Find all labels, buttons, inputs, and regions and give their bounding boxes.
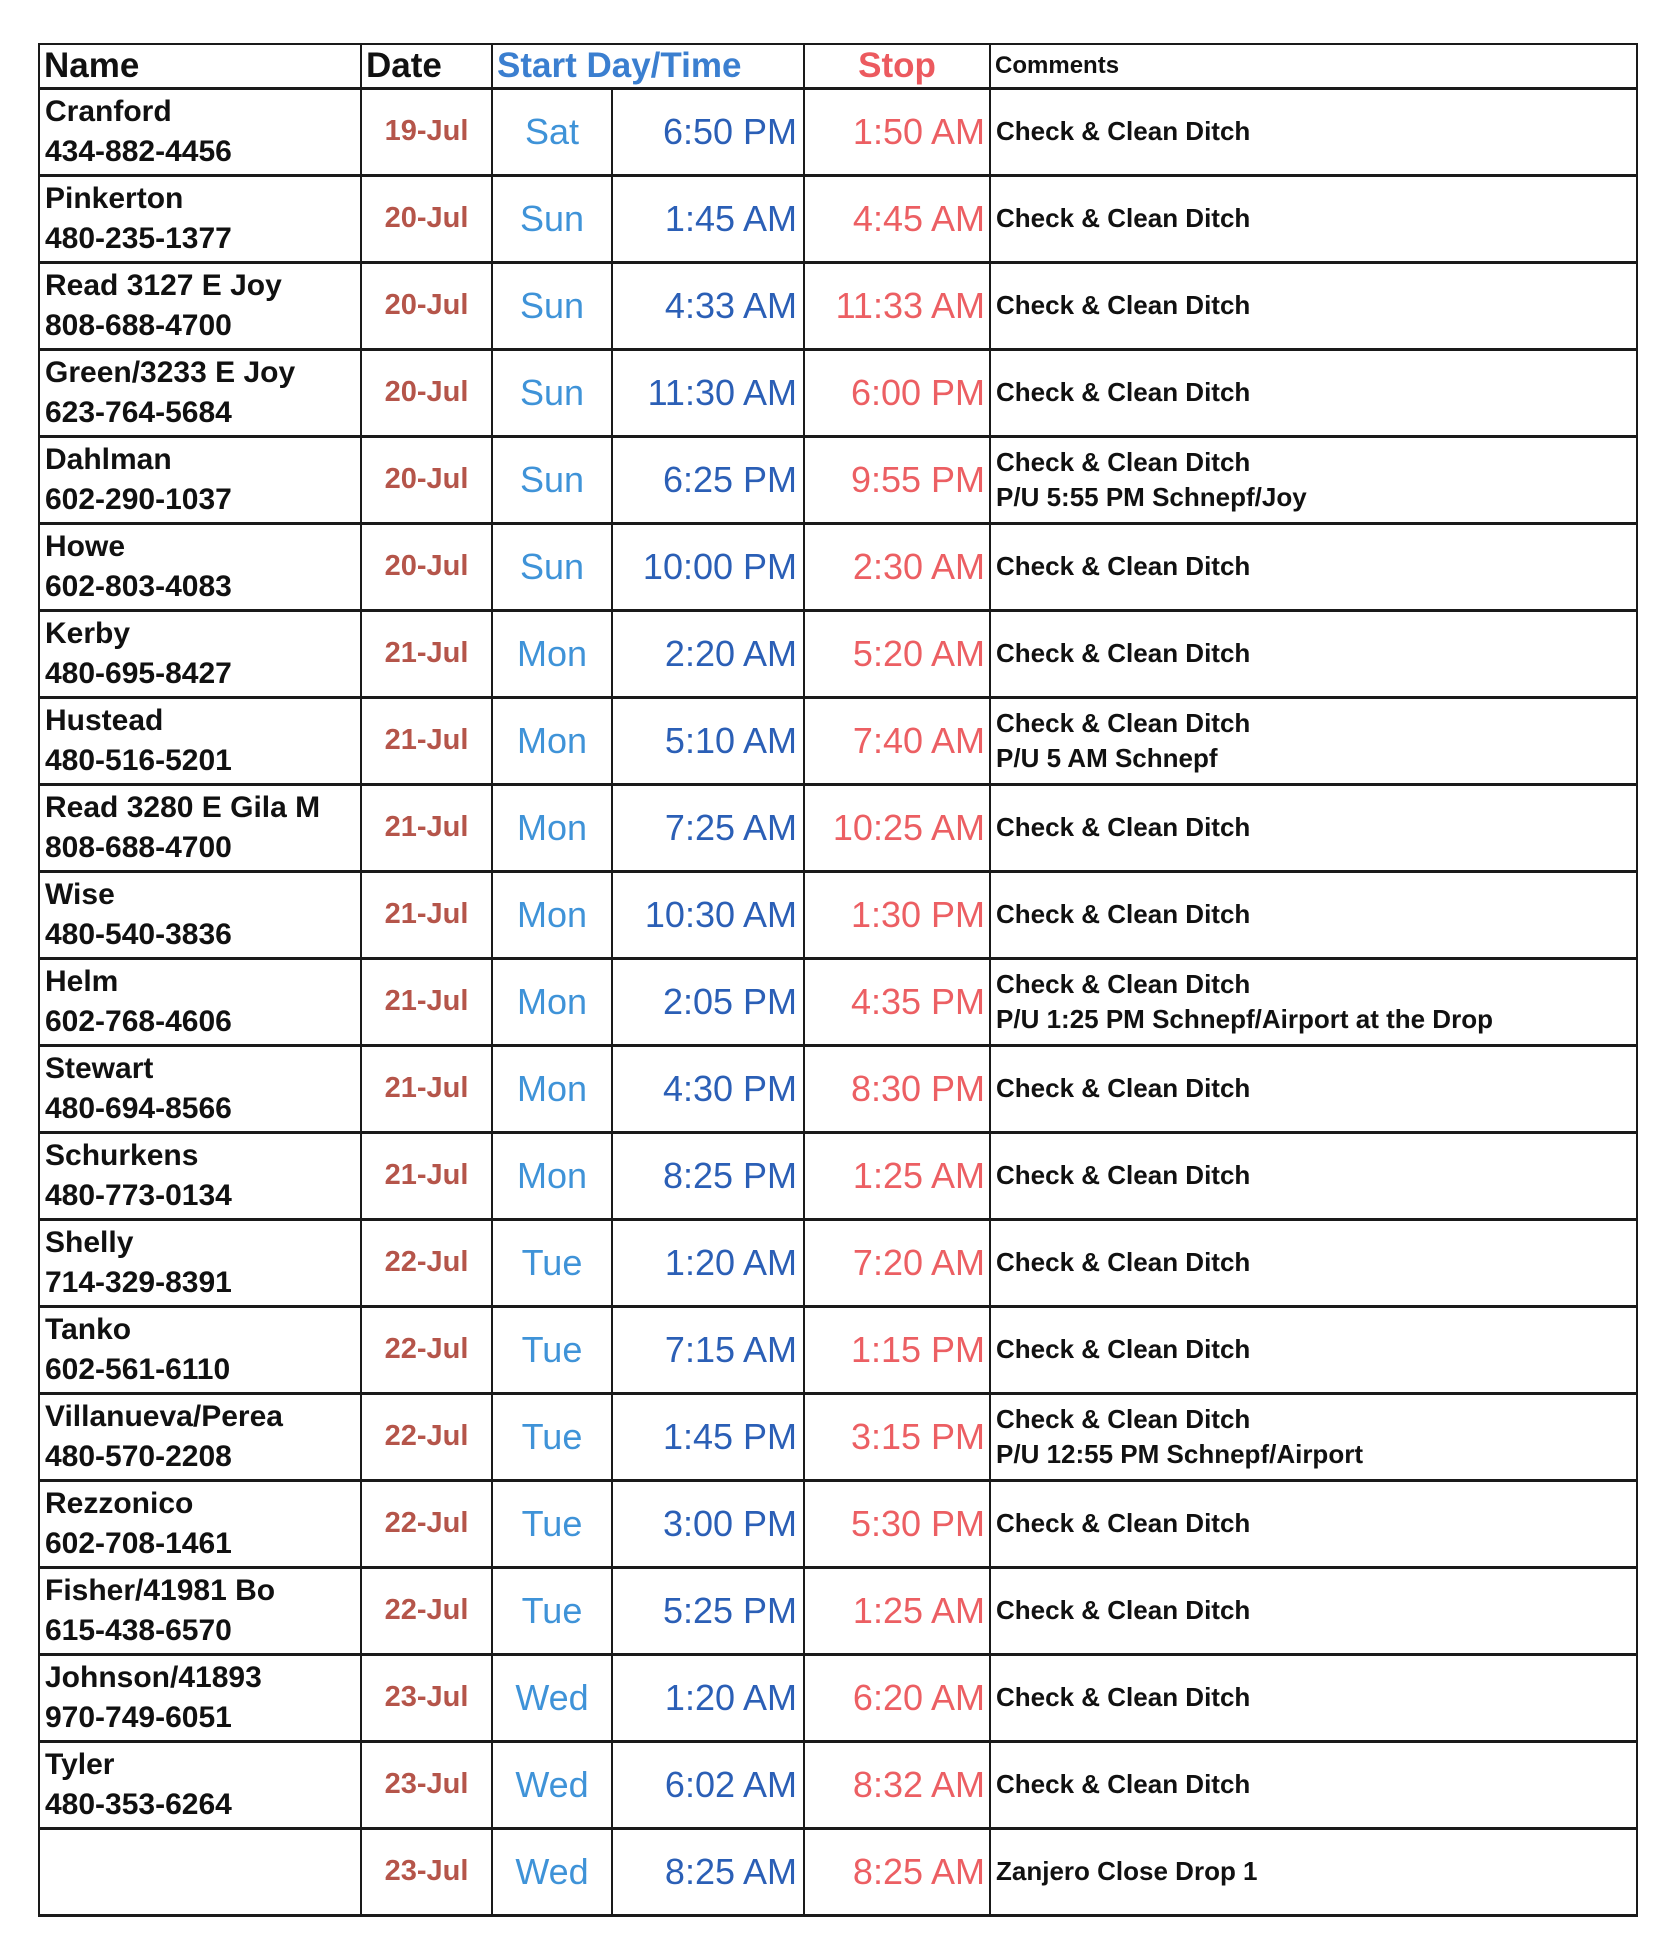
start-day-cell: Tue	[492, 1306, 612, 1393]
start-day-cell: Mon	[492, 871, 612, 958]
name-cell	[39, 1306, 361, 1393]
comments-cell	[990, 1219, 1637, 1306]
comments-cell	[990, 1045, 1637, 1132]
comment-line: Check & Clean Ditch	[996, 377, 1251, 407]
start-day-cell: Sun	[492, 349, 612, 436]
date-cell: 22-Jul	[361, 1393, 492, 1480]
person-name: Green/3233 E Joy	[45, 355, 296, 389]
header-start-day-time: Start Day/Time	[492, 44, 804, 88]
name-cell	[39, 1741, 361, 1828]
phone-number: 480-695-8427	[45, 656, 232, 690]
comments-cell	[990, 871, 1637, 958]
comment-line: Check & Clean Ditch	[996, 638, 1251, 668]
stop-time-cell: 7:20 AM	[804, 1219, 990, 1306]
comments-cell	[990, 958, 1637, 1045]
start-time-cell: 7:15 AM	[612, 1306, 804, 1393]
comments-cell	[990, 88, 1637, 175]
stop-time-cell: 9:55 PM	[804, 436, 990, 523]
stop-time-cell: 4:45 AM	[804, 175, 990, 262]
name-cell	[39, 610, 361, 697]
comment-line: Check & Clean Ditch	[996, 203, 1251, 233]
start-time-cell: 10:00 PM	[612, 523, 804, 610]
phone-number: 602-290-1037	[45, 482, 232, 516]
header-date: Date	[361, 44, 492, 88]
comments-cell	[990, 1741, 1637, 1828]
phone-number: 480-773-0134	[45, 1178, 232, 1212]
start-day-cell: Sun	[492, 175, 612, 262]
person-name: Rezzonico	[45, 1486, 194, 1520]
table-row	[39, 88, 1637, 175]
date-cell: 22-Jul	[361, 1567, 492, 1654]
person-name: Schurkens	[45, 1138, 199, 1172]
start-time-cell: 8:25 AM	[612, 1828, 804, 1915]
stop-time-cell: 4:35 PM	[804, 958, 990, 1045]
comment-line: Check & Clean Ditch	[996, 1403, 1251, 1434]
header-comments: Comments	[990, 44, 1637, 88]
name-cell	[39, 1393, 361, 1480]
start-time-cell: 4:30 PM	[612, 1045, 804, 1132]
start-day-cell: Tue	[492, 1480, 612, 1567]
table-row	[39, 1828, 1637, 1915]
date-cell: 21-Jul	[361, 871, 492, 958]
name-cell	[39, 523, 361, 610]
name-cell	[39, 1219, 361, 1306]
date-cell: 21-Jul	[361, 610, 492, 697]
name-cell	[39, 175, 361, 262]
name-cell	[39, 436, 361, 523]
comments-cell	[990, 1567, 1637, 1654]
stop-time-cell: 3:15 PM	[804, 1393, 990, 1480]
date-cell: 21-Jul	[361, 784, 492, 871]
phone-number: 714-329-8391	[45, 1265, 232, 1299]
start-time-cell: 1:45 PM	[612, 1393, 804, 1480]
table-row	[39, 1393, 1637, 1480]
name-cell	[39, 784, 361, 871]
name-cell	[39, 349, 361, 436]
start-time-cell: 5:25 PM	[612, 1567, 804, 1654]
stop-time-cell: 1:25 AM	[804, 1567, 990, 1654]
date-cell: 20-Jul	[361, 175, 492, 262]
comments-cell	[990, 436, 1637, 523]
comment-line: Check & Clean Ditch	[996, 812, 1251, 842]
person-name: Tyler	[45, 1747, 115, 1781]
phone-number: 480-540-3836	[45, 917, 232, 951]
comment-line: P/U 1:25 PM Schnepf/Airport at the Drop	[996, 1003, 1493, 1034]
phone-number: 480-694-8566	[45, 1091, 232, 1125]
phone-number: 623-764-5684	[45, 395, 232, 429]
comment-line: Zanjero Close Drop 1	[996, 1856, 1258, 1886]
date-cell: 20-Jul	[361, 349, 492, 436]
comment-line: Check & Clean Ditch	[996, 899, 1251, 929]
comment-line: Check & Clean Ditch	[996, 1682, 1251, 1712]
irrigation-schedule-table	[38, 43, 1638, 1917]
comment-line: P/U 12:55 PM Schnepf/Airport	[996, 1438, 1363, 1469]
table-row	[39, 175, 1637, 262]
start-time-cell: 11:30 AM	[612, 349, 804, 436]
name-cell	[39, 871, 361, 958]
date-cell: 23-Jul	[361, 1741, 492, 1828]
table-row	[39, 1567, 1637, 1654]
person-name: Shelly	[45, 1225, 134, 1259]
date-cell: 21-Jul	[361, 1132, 492, 1219]
comments-cell	[990, 697, 1637, 784]
comment-line: Check & Clean Ditch	[996, 116, 1251, 146]
table-row	[39, 1654, 1637, 1741]
table-row	[39, 871, 1637, 958]
stop-time-cell: 2:30 AM	[804, 523, 990, 610]
person-name: Helm	[45, 964, 119, 998]
stop-time-cell: 6:20 AM	[804, 1654, 990, 1741]
start-day-cell: Mon	[492, 697, 612, 784]
start-time-cell: 2:05 PM	[612, 958, 804, 1045]
date-cell: 20-Jul	[361, 523, 492, 610]
person-name: Pinkerton	[45, 181, 184, 215]
comment-line: Check & Clean Ditch	[996, 446, 1251, 477]
comments-cell	[990, 784, 1637, 871]
start-time-cell: 3:00 PM	[612, 1480, 804, 1567]
person-name: Johnson/41893	[45, 1660, 262, 1694]
start-time-cell: 1:45 AM	[612, 175, 804, 262]
phone-number: 480-570-2208	[45, 1439, 232, 1473]
stop-time-cell: 7:40 AM	[804, 697, 990, 784]
date-cell: 22-Jul	[361, 1306, 492, 1393]
phone-number: 480-235-1377	[45, 221, 232, 255]
header-row	[39, 44, 1637, 88]
date-cell: 21-Jul	[361, 958, 492, 1045]
start-day-cell: Mon	[492, 610, 612, 697]
stop-time-cell: 6:00 PM	[804, 349, 990, 436]
stop-time-cell: 8:30 PM	[804, 1045, 990, 1132]
start-day-cell: Tue	[492, 1567, 612, 1654]
comments-cell	[990, 523, 1637, 610]
start-time-cell: 6:50 PM	[612, 88, 804, 175]
comment-line: Check & Clean Ditch	[996, 1073, 1251, 1103]
start-time-cell: 10:30 AM	[612, 871, 804, 958]
start-day-cell: Sun	[492, 436, 612, 523]
stop-time-cell: 8:32 AM	[804, 1741, 990, 1828]
comments-cell	[990, 1828, 1637, 1915]
person-name: Dahlman	[45, 442, 172, 476]
comments-cell	[990, 1393, 1637, 1480]
start-day-cell: Wed	[492, 1654, 612, 1741]
person-name: Wise	[45, 877, 115, 911]
person-name: Stewart	[45, 1051, 154, 1085]
table-row	[39, 697, 1637, 784]
phone-number: 808-688-4700	[45, 830, 232, 864]
person-name: Read 3280 E Gila M	[45, 790, 321, 824]
date-cell: 23-Jul	[361, 1828, 492, 1915]
date-cell: 20-Jul	[361, 262, 492, 349]
comment-line: Check & Clean Ditch	[996, 551, 1251, 581]
date-cell: 22-Jul	[361, 1219, 492, 1306]
name-cell	[39, 958, 361, 1045]
phone-number: 602-708-1461	[45, 1526, 232, 1560]
name-cell	[39, 88, 361, 175]
person-name: Villanueva/Perea	[45, 1399, 283, 1433]
start-day-cell: Mon	[492, 1132, 612, 1219]
comment-line: Check & Clean Ditch	[996, 1595, 1251, 1625]
start-time-cell: 2:20 AM	[612, 610, 804, 697]
phone-number: 434-882-4456	[45, 134, 232, 168]
comment-line: Check & Clean Ditch	[996, 1247, 1251, 1277]
person-name: Howe	[45, 529, 126, 563]
person-name: Fisher/41981 Bo	[45, 1573, 276, 1607]
comments-cell	[990, 175, 1637, 262]
comment-line: P/U 5:55 PM Schnepf/Joy	[996, 481, 1307, 512]
start-time-cell: 5:10 AM	[612, 697, 804, 784]
start-time-cell: 6:25 PM	[612, 436, 804, 523]
phone-number: 602-768-4606	[45, 1004, 232, 1038]
start-day-cell: Wed	[492, 1741, 612, 1828]
comments-cell	[990, 610, 1637, 697]
table-row	[39, 349, 1637, 436]
person-name: Hustead	[45, 703, 164, 737]
start-day-cell: Sun	[492, 523, 612, 610]
comment-line: Check & Clean Ditch	[996, 968, 1251, 999]
table-row	[39, 1045, 1637, 1132]
phone-number: 480-353-6264	[45, 1787, 232, 1821]
person-name: Tanko	[45, 1312, 132, 1346]
stop-time-cell: 11:33 AM	[804, 262, 990, 349]
table-row	[39, 1741, 1637, 1828]
person-name: Cranford	[45, 94, 172, 128]
comments-cell	[990, 1654, 1637, 1741]
start-time-cell: 8:25 PM	[612, 1132, 804, 1219]
phone-number: 970-749-6051	[45, 1700, 232, 1734]
comment-line: Check & Clean Ditch	[996, 290, 1251, 320]
start-time-cell: 4:33 AM	[612, 262, 804, 349]
name-cell	[39, 697, 361, 784]
start-time-cell: 1:20 AM	[612, 1219, 804, 1306]
table-row	[39, 1306, 1637, 1393]
comment-line: Check & Clean Ditch	[996, 707, 1251, 738]
table-row	[39, 1480, 1637, 1567]
date-cell: 19-Jul	[361, 88, 492, 175]
comments-cell	[990, 1480, 1637, 1567]
name-cell	[39, 262, 361, 349]
comment-line: Check & Clean Ditch	[996, 1334, 1251, 1364]
stop-time-cell: 5:30 PM	[804, 1480, 990, 1567]
name-cell	[39, 1045, 361, 1132]
table-row	[39, 610, 1637, 697]
date-cell: 21-Jul	[361, 1045, 492, 1132]
stop-time-cell: 10:25 AM	[804, 784, 990, 871]
comments-cell	[990, 262, 1637, 349]
date-cell: 23-Jul	[361, 1654, 492, 1741]
start-day-cell: Sun	[492, 262, 612, 349]
table-row	[39, 436, 1637, 523]
table-row	[39, 523, 1637, 610]
phone-number: 808-688-4700	[45, 308, 232, 342]
stop-time-cell: 1:50 AM	[804, 88, 990, 175]
start-day-cell: Tue	[492, 1393, 612, 1480]
phone-number: 615-438-6570	[45, 1613, 232, 1647]
name-cell	[39, 1654, 361, 1741]
table-row	[39, 958, 1637, 1045]
name-cell	[39, 1567, 361, 1654]
stop-time-cell: 5:20 AM	[804, 610, 990, 697]
start-day-cell: Sat	[492, 88, 612, 175]
comment-line: P/U 5 AM Schnepf	[996, 742, 1218, 773]
start-time-cell: 1:20 AM	[612, 1654, 804, 1741]
name-cell	[39, 1480, 361, 1567]
comment-line: Check & Clean Ditch	[996, 1769, 1251, 1799]
header-name: Name	[39, 44, 361, 88]
start-day-cell: Wed	[492, 1828, 612, 1915]
table-row	[39, 1219, 1637, 1306]
comments-cell	[990, 1306, 1637, 1393]
start-time-cell: 6:02 AM	[612, 1741, 804, 1828]
phone-number: 480-516-5201	[45, 743, 232, 777]
date-cell: 22-Jul	[361, 1480, 492, 1567]
stop-time-cell: 1:25 AM	[804, 1132, 990, 1219]
table-row	[39, 262, 1637, 349]
header-stop: Stop	[804, 44, 990, 88]
stop-time-cell: 1:15 PM	[804, 1306, 990, 1393]
comment-line: Check & Clean Ditch	[996, 1508, 1251, 1538]
person-name: Read 3127 E Joy	[45, 268, 282, 302]
date-cell: 21-Jul	[361, 697, 492, 784]
start-day-cell: Mon	[492, 784, 612, 871]
start-day-cell: Mon	[492, 1045, 612, 1132]
start-day-cell: Tue	[492, 1219, 612, 1306]
phone-number: 602-561-6110	[45, 1352, 231, 1386]
person-name: Kerby	[45, 616, 131, 650]
name-cell	[39, 1132, 361, 1219]
stop-time-cell: 1:30 PM	[804, 871, 990, 958]
name-cell	[39, 1828, 361, 1915]
phone-number: 602-803-4083	[45, 569, 232, 603]
comments-cell	[990, 349, 1637, 436]
comment-line: Check & Clean Ditch	[996, 1160, 1251, 1190]
stop-time-cell: 8:25 AM	[804, 1828, 990, 1915]
table-body	[39, 88, 1637, 1915]
table-row	[39, 784, 1637, 871]
start-day-cell: Mon	[492, 958, 612, 1045]
date-cell: 20-Jul	[361, 436, 492, 523]
table-row	[39, 1132, 1637, 1219]
start-time-cell: 7:25 AM	[612, 784, 804, 871]
comments-cell	[990, 1132, 1637, 1219]
